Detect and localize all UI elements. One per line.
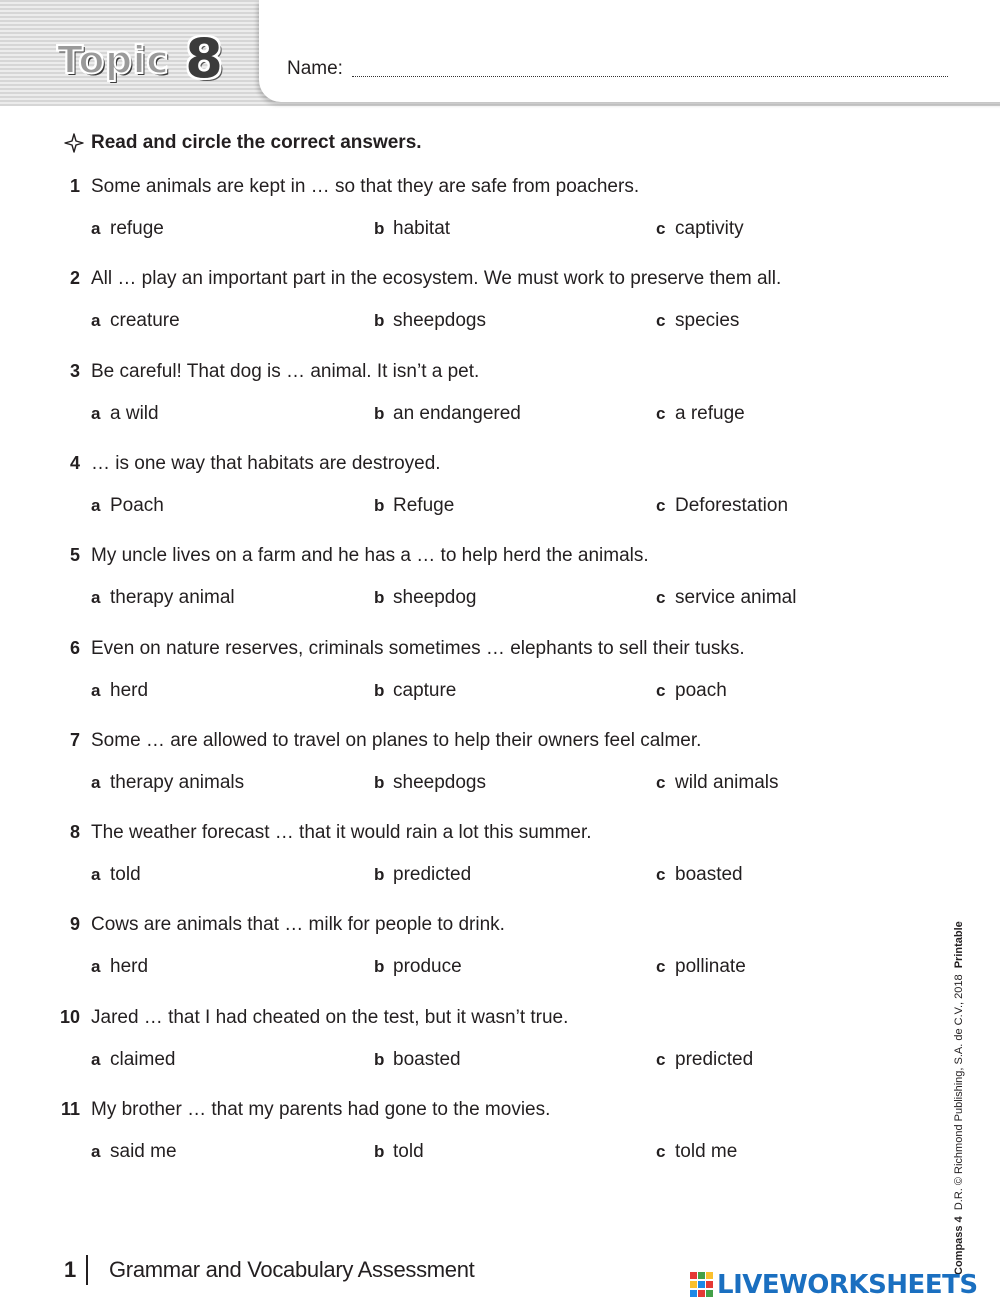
option-letter: a [91, 1049, 101, 1069]
option-text: claimed [110, 1048, 176, 1070]
option-letter: b [374, 1049, 385, 1069]
answer-option-b[interactable] [374, 403, 521, 425]
answer-option-a[interactable] [91, 864, 141, 886]
option-letter: b [374, 957, 385, 977]
option-letter: a [91, 219, 101, 238]
option-text: service animal [675, 587, 797, 609]
option-letter: b [374, 495, 385, 515]
answer-option-c[interactable] [656, 310, 739, 332]
name-field[interactable] [352, 76, 948, 77]
option-text: herd [110, 679, 149, 701]
name-label: Name: [287, 58, 343, 79]
question-text: Cows are animals that … milk for people to drink. [91, 914, 505, 936]
instruction [64, 132, 422, 154]
option-text: Deforestation [675, 494, 789, 516]
answer-option-b[interactable] [374, 680, 456, 702]
option-text: pollinate [675, 956, 746, 978]
question-text: My brother … that my parents had gone to the movies. [91, 1099, 551, 1120]
option-text: sheepdogs [393, 771, 486, 793]
answer-option-a[interactable] [91, 772, 244, 794]
option-text: herd [110, 956, 149, 978]
option-text: sheepdogs [393, 310, 486, 332]
question-item [0, 545, 1000, 625]
option-text: capture [393, 679, 457, 701]
option-letter: b [374, 219, 385, 238]
question-item [0, 1007, 1000, 1087]
question-number: 6 [69, 637, 80, 658]
option-letter: b [374, 865, 385, 885]
option-letter: c [656, 219, 666, 238]
question-item [0, 1099, 1000, 1179]
question-item [0, 361, 1000, 441]
footer-divider [86, 1255, 88, 1285]
question-number: 10 [59, 1006, 80, 1027]
option-text: told me [675, 1141, 738, 1162]
answer-option-a[interactable] [91, 1141, 177, 1163]
option-text: boasted [393, 1048, 461, 1070]
answer-option-a[interactable] [91, 1049, 175, 1071]
answer-option-b[interactable] [374, 772, 486, 794]
liveworksheets-grid-icon [690, 1272, 714, 1298]
option-text: creature [110, 310, 180, 332]
option-letter: a [91, 588, 101, 608]
option-text: a wild [110, 402, 159, 424]
option-letter: a [91, 495, 101, 515]
option-text: wild animals [675, 771, 779, 793]
answer-option-a[interactable] [91, 495, 164, 517]
copyright-notice [953, 890, 965, 1275]
answer-option-b[interactable] [374, 310, 486, 332]
answer-option-a[interactable] [91, 403, 159, 425]
question-text: The weather forecast … that it would rain a lot this summer. [91, 822, 592, 844]
option-letter: b [374, 772, 385, 792]
option-letter: c [656, 1142, 666, 1161]
question-text: All … play an important part in the ecosystem. We must work to preserve them all. [91, 268, 782, 290]
logo-text: LIVEWORKSHEETS [717, 1270, 978, 1300]
option-letter: a [91, 403, 101, 423]
answer-option-c[interactable] [656, 218, 744, 240]
answer-option-c[interactable] [656, 772, 778, 794]
answer-option-a[interactable] [91, 680, 148, 702]
question-item [0, 822, 1000, 902]
question-number: 7 [69, 729, 80, 750]
topic-number: 8 [185, 27, 223, 90]
option-letter: c [656, 680, 666, 700]
option-letter: b [374, 588, 385, 608]
question-text: Be careful! That dog is … animal. It isn’t a pet. [91, 360, 480, 382]
option-text: Poach [110, 494, 164, 516]
question-item [0, 730, 1000, 810]
option-letter: c [656, 311, 666, 331]
option-text: Refuge [393, 494, 455, 516]
answer-option-c[interactable] [656, 1049, 753, 1071]
option-letter: b [374, 680, 385, 700]
name-panel [259, 0, 1000, 102]
answer-option-c[interactable] [656, 403, 745, 425]
answer-option-c[interactable] [656, 1141, 737, 1163]
option-text: refuge [110, 218, 164, 239]
answer-option-a[interactable] [91, 218, 164, 240]
option-letter: c [656, 865, 666, 885]
answer-option-b[interactable] [374, 864, 471, 886]
copyright-book: Compass 4 [953, 1216, 965, 1275]
liveworksheets-logo[interactable] [690, 1270, 978, 1300]
option-letter: c [656, 772, 666, 792]
answer-option-b[interactable] [374, 587, 476, 609]
question-text: Some … are allowed to travel on planes to help their owners feel calmer. [91, 729, 702, 751]
option-letter: c [656, 1049, 666, 1069]
answer-option-b[interactable] [374, 218, 450, 240]
option-text: poach [675, 679, 727, 701]
option-text: produce [393, 956, 462, 978]
question-text: Even on nature reserves, criminals sometimes … elephants to sell their tusks. [91, 637, 745, 659]
question-item [0, 914, 1000, 994]
option-letter: b [374, 311, 385, 331]
option-letter: c [656, 403, 666, 423]
question-number: 9 [69, 914, 80, 935]
option-text: therapy animals [110, 771, 245, 793]
instruction-text: Read and circle the correct answers. [91, 132, 422, 153]
option-text: told [393, 1141, 424, 1162]
option-text: boasted [675, 864, 743, 886]
option-letter: b [374, 403, 385, 423]
answer-option-c[interactable] [656, 495, 788, 517]
question-item [0, 268, 1000, 348]
copyright-label: Printable [953, 921, 965, 969]
answer-option-c[interactable] [656, 587, 796, 609]
option-text: captivity [675, 218, 744, 239]
option-text: species [675, 310, 740, 332]
option-text: therapy animal [110, 587, 235, 609]
option-text: said me [110, 1141, 177, 1162]
option-letter: b [374, 1142, 385, 1161]
answer-option-a[interactable] [91, 310, 180, 332]
answer-option-b[interactable] [374, 956, 462, 978]
option-letter: a [91, 1142, 101, 1161]
option-text: an endangered [393, 402, 521, 424]
option-letter: c [656, 957, 666, 977]
option-text: told [110, 864, 141, 886]
answer-option-b[interactable] [374, 1049, 461, 1071]
option-text: predicted [675, 1048, 754, 1070]
footer-title: Grammar and Vocabulary Assessment [109, 1257, 475, 1282]
copyright-text: D.R. © Richmond Publishing, S.A. de C.V., 2018 [953, 974, 965, 1211]
question-number: 8 [69, 822, 80, 843]
question-number: 3 [69, 360, 80, 381]
question-text: My uncle lives on a farm and he has a … to help herd the animals. [91, 545, 649, 567]
answer-option-b[interactable] [374, 1141, 424, 1163]
answer-option-b[interactable] [374, 495, 454, 517]
option-letter: a [91, 772, 101, 792]
option-text: a refuge [675, 402, 745, 424]
question-text: Some animals are kept in … so that they are safe from poachers. [91, 176, 640, 197]
four-point-star-icon [64, 133, 84, 153]
option-letter: c [656, 588, 666, 608]
answer-option-a[interactable] [91, 587, 235, 609]
question-item [0, 638, 1000, 718]
answer-option-c[interactable] [656, 864, 743, 886]
question-item [0, 453, 1000, 533]
option-letter: a [91, 957, 101, 977]
answer-option-a[interactable] [91, 956, 148, 978]
answer-option-c[interactable] [656, 956, 746, 978]
question-number: 2 [69, 268, 80, 289]
question-item [0, 176, 1000, 256]
question-number: 5 [69, 545, 80, 566]
option-letter: a [91, 311, 101, 331]
option-text: sheepdog [393, 587, 477, 609]
answer-option-c[interactable] [656, 680, 727, 702]
option-letter: a [91, 680, 101, 700]
option-letter: a [91, 865, 101, 885]
question-number: 11 [60, 1099, 80, 1119]
question-number: 1 [69, 176, 80, 196]
question-number: 4 [69, 452, 80, 473]
option-letter: c [656, 495, 666, 515]
option-text: habitat [393, 218, 451, 239]
question-text: Jared … that I had cheated on the test, but it wasn’t true. [91, 1006, 569, 1028]
page-number: 1 [64, 1257, 77, 1282]
topic-title: Topic [57, 38, 170, 82]
question-text: … is one way that habitats are destroyed. [91, 452, 441, 474]
option-text: predicted [393, 864, 472, 886]
